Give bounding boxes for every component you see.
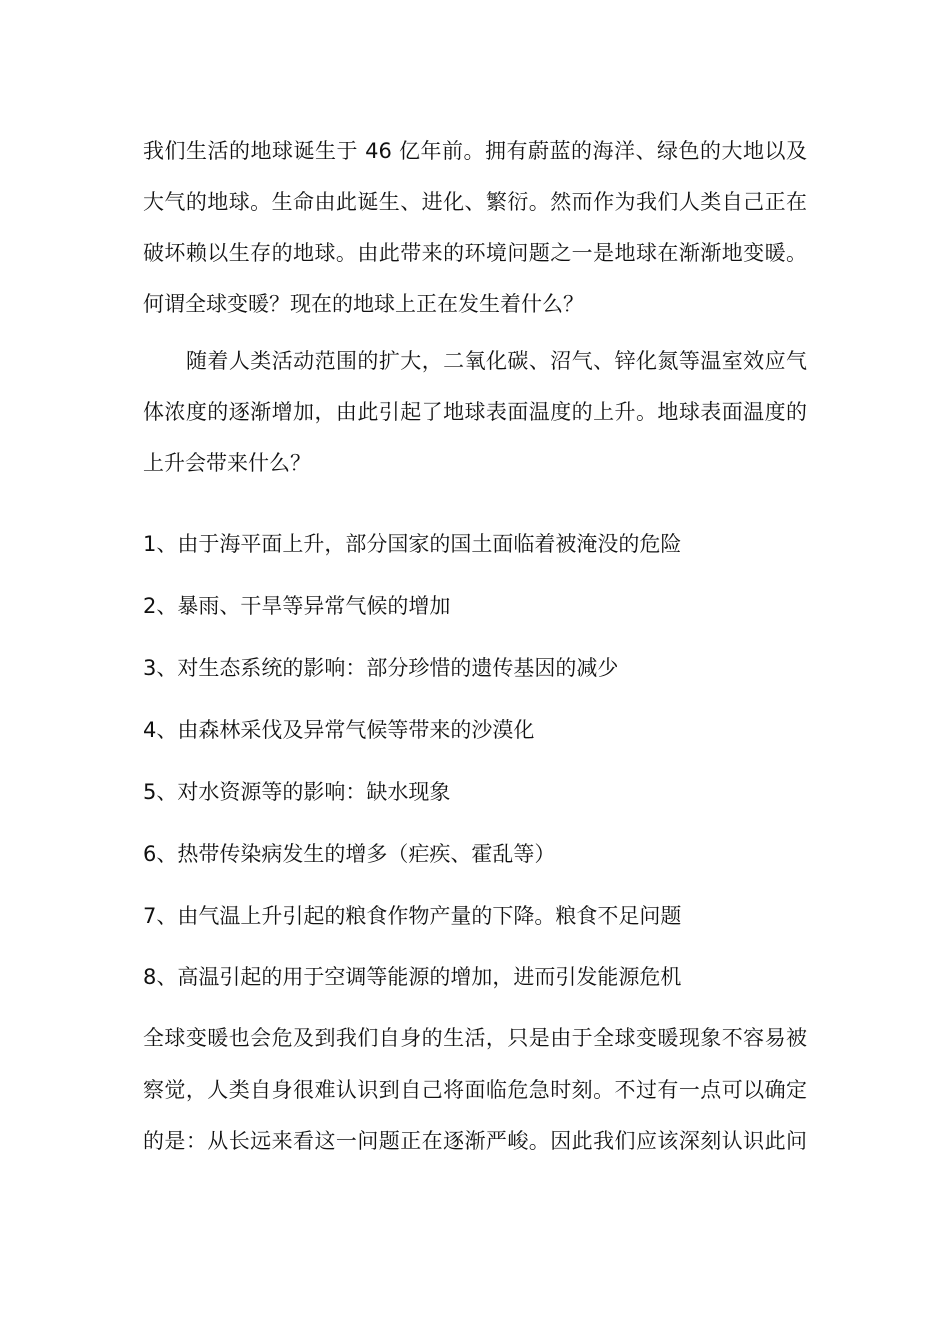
paragraph-1-line-2: 大气的地球。生命由此诞生、进化、繁衍。然而作为我们人类自己正在 [143,190,807,214]
paragraph-3-line-1: 全球变暖也会危及到我们自身的生活，只是由于全球变暖现象不容易被 [143,1026,807,1050]
effect-item-6: 6、热带传染病发生的增多（疟疾、霍乱等） [143,842,556,866]
effect-item-3: 3、对生态系统的影响：部分珍惜的遗传基因的减少 [143,656,619,680]
effect-item-1: 1、由于海平面上升，部分国家的国土面临着被淹没的危险 [143,532,682,556]
paragraph-3-line-2: 察觉，人类自身很难认识到自己将面临危急时刻。不过有一点可以确定 [143,1078,807,1102]
paragraph-2-line-3: 上升会带来什么？ [143,451,311,475]
paragraph-1-line-4: 何谓全球变暖？现在的地球上正在发生着什么？ [143,292,584,316]
paragraph-2-line-2: 体浓度的逐渐增加，由此引起了地球表面温度的上升。地球表面温度的 [143,400,807,424]
effect-item-7: 7、由气温上升引起的粮食作物产量的下降。粮食不足问题 [143,904,682,928]
paragraph-1-line-1: 我们生活的地球诞生于 46 亿年前。拥有蔚蓝的海洋、绿色的大地以及 [143,139,807,163]
effect-item-5: 5、对水资源等的影响：缺水现象 [143,780,451,804]
paragraph-2-line-1: 随着人类活动范围的扩大，二氧化碳、沼气、锌化氮等温室效应气 [186,349,807,373]
effect-item-4: 4、由森林采伐及异常气候等带来的沙漠化 [143,718,535,742]
paragraph-1-line-3: 破坏赖以生存的地球。由此带来的环境问题之一是地球在渐渐地变暖。 [143,241,807,265]
effect-item-8: 8、高温引起的用于空调等能源的增加，进而引发能源危机 [143,965,682,989]
paragraph-3-line-3: 的是：从长远来看这一问题正在逐渐严峻。因此我们应该深刻认识此问 [143,1129,807,1153]
effect-item-2: 2、暴雨、干旱等异常气候的增加 [143,594,451,618]
